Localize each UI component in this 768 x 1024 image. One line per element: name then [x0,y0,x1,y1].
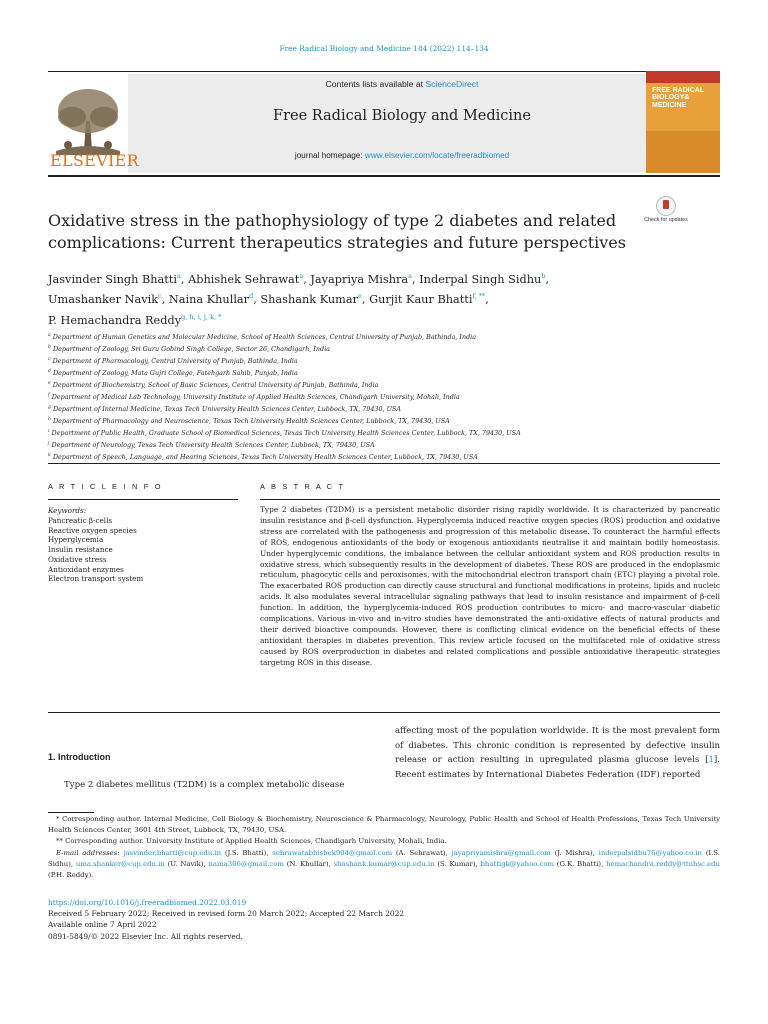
email-link[interactable]: naina306@gmail.com [208,859,284,868]
affiliation-text: Department of Pharmacology, Central University of Punjab, Bathinda, India [52,357,298,366]
contents-line: Contents lists available at ScienceDirect [325,79,479,89]
author-affiliation-marker[interactable]: g, h, i, j, k, * [181,312,222,321]
affiliation-marker: j [48,441,50,447]
article-title: Oxidative stress in the pathophysiology of type 2 diabetes and related complications: Current therapeutics strategies and future perspectives [48,211,626,252]
email-owner: (U. Navik), [164,859,209,868]
affiliation-item [48,391,720,403]
affiliation-text: Department of Pharmacology and Neuroscience, Texas Tech University Health Sciences Center, Lubbock, TX, 79430, USA [53,417,450,426]
journal-cover-image[interactable] [646,71,720,173]
email-link[interactable]: uma.shanker@cup.edu.in [75,859,165,868]
email-link[interactable]: jayapriyamishra@gmail.com [451,848,551,857]
affiliation-text: Department of Biochemistry, School of Basic Sciences, Central University of Punjab, Bathinda, India [52,381,379,390]
introduction-text-right: affecting most of the population worldwide. It is the most prevalent form of diabetes. This chronic condition is represented by defective insulin release or action resulting in upregulated plasma glucose levels [1]. Recent estimates by International Diabetes Federation (IDF) reported [395,726,720,781]
affiliation-item [48,403,720,415]
footnote-rule [48,812,94,813]
author-name[interactable]: Inderpal Singh Sidhu [419,272,542,286]
keyword-item: Electron transport system [48,574,144,584]
author-name[interactable]: Gurjit Kaur Bhatti [369,293,473,307]
author-affiliation-marker[interactable]: c [158,292,162,301]
author-separator: , [485,293,489,307]
email-owner: (J.S. Bhatti), [221,848,273,857]
email-link[interactable]: inderpalsidhu76@yahoo.co.in [598,848,702,857]
email-owner: (N. Khullar), [283,859,334,868]
author-name[interactable]: Shashank Kumar [260,293,359,307]
email-owner: (A. Sehrawat), [392,848,452,857]
author-affiliation-marker[interactable]: a [176,272,181,280]
email-owner: (I.S. Sidhu), [48,848,720,868]
affiliation-text: Department of Speech, Language, and Hearing Sciences, Texas Tech University Health Sciences Center, Lubbock, TX, 79430, USA [52,453,478,462]
abstract-rule [260,499,720,500]
corresponding-author-2: ** Corresponding author. University Institute of Applied Health Sciences, Chandigarh University, Mohali, India. [56,837,447,846]
introduction-heading: 1. Introduction [48,752,111,762]
affiliation-marker: h [48,417,51,423]
affiliation-marker: e [48,381,51,387]
author-name[interactable]: Jasvinder Singh Bhatti [48,272,177,286]
author-affiliation-marker[interactable]: a [299,272,304,280]
affiliation-text: Department of Neurology, Texas Tech University Health Sciences Center, Lubbock, TX, 79430, USA [51,441,375,450]
affiliation-item [48,451,720,463]
affiliation-item [48,367,720,379]
masthead-top-rule [48,71,720,72]
journal-masthead [48,71,720,177]
keyword-item: Antioxidant enzymes [48,564,124,574]
keyword-item: Reactive oxygen species [48,525,137,535]
author-separator: , [161,293,169,307]
author-list [48,268,720,329]
email-addresses: E-mail addresses: jasvinder.bhatti@cup.edu.in (J.S. Bhatti), sehrawatabhishek904@gmail.com (A. Sehrawat), jayapriyamishra@gmail.com (J. Mishra), inderpalsidhu76@yahoo.co.in (I.S. Sidhu), uma.shanker@cup.edu.in (U. Navik), naina306@gmail.com (N. Khullar), shashank.kumar@cup.edu.in (S. Kumar), bhattigk@yahoo.com (G.K. Bhatti), hemachandra.reddy@ttuhsc.edu (P.H. Reddy). [48,848,720,880]
keyword-item: Hyperglycemia [48,535,104,545]
author-name[interactable]: Umashanker Navik [48,293,159,307]
affiliation-text: Department of Public Health, Graduate School of Biomedical Sciences, Texas Tech University Health Sciences Center, Lubbock, TX, 79430, USA [51,429,521,438]
journal-title: Free Radical Biology and Medicine [273,108,531,124]
author-affiliation-marker[interactable]: f, ** [472,292,486,301]
affiliation-marker: c [48,357,51,363]
affiliation-item [48,439,720,451]
affiliation-marker: d [48,369,51,375]
affiliation-text: Department of Zoology, Sri Guru Gobind Singh College, Sector 26, Chandigarh, India [53,345,330,354]
reference-link[interactable]: 1 [708,755,714,766]
affiliation-list [48,331,720,463]
article-info-rule [48,499,238,500]
check-for-updates-button[interactable] [644,196,688,232]
affiliation-item [48,415,720,427]
author-name[interactable]: Abhishek Sehrawat [188,272,300,286]
affiliation-text: Department of Internal Medicine, Texas Tech University Health Sciences Center, Lubbock, TX, 79430, USA [53,405,401,414]
affiliation-item [48,379,720,391]
publication-info [48,897,720,942]
author-separator: , [545,272,550,286]
copyright-line: 0891-5849/© 2022 Elsevier Inc. All rights reserved. [48,931,243,941]
affiliation-text: Department of Zoology, Mata Gujri College, Fatehgarh Sahib, Punjab, India [53,369,298,378]
author-name[interactable]: Jayapriya Mishra [310,272,409,286]
email-owner: (J. Mishra), [550,848,599,857]
affiliation-marker: f [48,393,50,399]
cover-band [646,71,720,83]
email-owner: (G.K. Bhatti), [554,859,607,868]
check-updates-icon [656,196,676,216]
affiliation-item [48,331,720,343]
author-name[interactable]: Naina Khullar [168,293,250,307]
author-separator: , [180,272,189,286]
author-affiliation-marker[interactable]: b [541,272,546,280]
homepage-link[interactable]: www.elsevier.com/locate/freeradbiomed [364,151,510,160]
affiliation-marker: k [48,453,51,459]
affiliation-marker: a [48,333,51,338]
journal-reference[interactable]: Free Radical Biology and Medicine 184 (2022) 114–134 [279,44,489,53]
received-dates: Received 5 February 2022; Received in revised form 20 March 2022; Accepted 22 March 2022 [48,909,405,919]
affiliation-item [48,343,720,355]
corresponding-author-1: * Corresponding author. Internal Medicine, Cell Biology & Biochemistry, Neuroscience & Pharmacology, Neurology, Public Health and School of Health Professions, Texas Tech University Health Sciences Center, 3601 4th Street, Lubbock, TX, 79430, USA. [48,815,720,835]
email-link[interactable]: shashank.kumar@cup.edu.in [333,859,435,868]
check-updates-label: Check for updates [644,217,688,223]
affiliation-text: Department of Human Genetics and Molecular Medicine, School of Health Sciences, Central University of Punjab, Bathinda, India [52,333,477,342]
section-top-rule [48,463,720,464]
keyword-item: Insulin resistance [48,545,113,554]
masthead-bottom-rule [48,175,720,177]
sciencedirect-link[interactable]: ScienceDirect [425,79,479,89]
abstract-heading: A B S T R A C T [260,482,346,491]
keyword-item: Pancreatic β-cells [48,515,113,525]
section-bottom-rule [48,712,720,713]
author-affiliation-marker[interactable]: d [249,292,254,301]
email-owner: (P.H. Reddy). [48,871,94,880]
affiliation-text: Department of Medical Lab Technology, University Institute of Applied Health Sciences, Chandigarh University, Mohali, India [51,393,460,402]
author-separator: , [361,293,370,307]
abstract-text: Type 2 diabetes (T2DM) is a persistent metabolic disorder rising rapidly worldwide. It is characterized by pancreatic insulin resistance and β-cell dysfunction. Hyperglycemia induced reactive oxygen species (ROS) production and oxidative stress are correlated with the pathogenesis and progression of this metabolic disease. To counteract the harmful effects of ROS, endogenous antioxidants of the body or exogenous antioxidants neutralise it and maintain bodily homeostasis. Under hyperglycemic conditions, the imbalance between the cellular antioxidant system and ROS production results in oxidative stress, which subsequently results in the development of diabetes. These ROS are produced in the endoplasmic reticulum, phagocytic cells and peroxisomes, with the mitochondrial electron transport chain (ETC) playing a pivotal role. The exacerbated ROS production can directly cause structural and functional modifications in proteins, lipids and nucleic acids. It also modulates several intracellular signaling pathways that lead to insulin resistance and impairment of β-cell function. In addition, the hyperglycemia-induced ROS production contributes to micro- and macro-vascular diabetic complications. Various in-vivo and in-vitro studies have demonstrated the anti-oxidative effects of natural products and their derived bioactive compounds. However, there is conflicting clinical evidence on the beneficial effects of these antioxidant therapies in diabetes prevention. This review article focused on the multifaceted role of oxidative stress caused by ROS overproduction in diabetes and related complications and possible antioxidative therapeutic strategies targeting ROS in this disease. [260,505,720,667]
footnotes [48,814,720,881]
keywords-list [48,516,238,584]
email-link[interactable]: hemachandra.reddy@ttuhsc.edu [606,859,720,868]
author-separator: , [412,272,420,286]
email-link[interactable]: sehrawatabhishek904@gmail.com [272,848,393,857]
article-info-heading: A R T I C L E I N F O [48,482,163,491]
cover-lower-band [646,131,720,173]
keywords-block [48,506,238,584]
homepage-line: journal homepage: www.elsevier.com/locate/freeradbiomed [294,151,510,160]
author-separator: , [253,293,261,307]
cover-title: FREE RADICAL BIOLOGY& MEDICINE [652,87,704,109]
introduction-text-left: Type 2 diabetes mellitus (T2DM) is a complex metabolic disease [64,780,345,790]
email-link[interactable]: jasvinder.bhatti@cup.edu.in [123,848,222,857]
elsevier-wordmark: ELSEVIER [50,151,139,170]
email-link[interactable]: bhattigk@yahoo.com [480,859,555,868]
email-owner: (S. Kumar), [434,859,481,868]
doi-link[interactable]: https://doi.org/10.1016/j.freeradbiomed.2022.03.019 [48,898,247,907]
affiliation-item [48,427,720,439]
available-online: Available online 7 April 2022 [48,920,157,930]
author-affiliation-marker[interactable]: a [408,272,413,280]
keywords-label: Keywords: [48,506,87,515]
author-name[interactable]: P. Hemachandra Reddy [48,313,182,327]
affiliation-marker: b [48,345,51,351]
affiliation-item [48,355,720,367]
author-separator: , [303,272,311,286]
affiliation-marker: g [48,405,51,411]
keyword-item: Oxidative stress [48,554,107,564]
author-affiliation-marker[interactable]: e [358,292,362,301]
affiliation-marker: i [48,429,50,435]
